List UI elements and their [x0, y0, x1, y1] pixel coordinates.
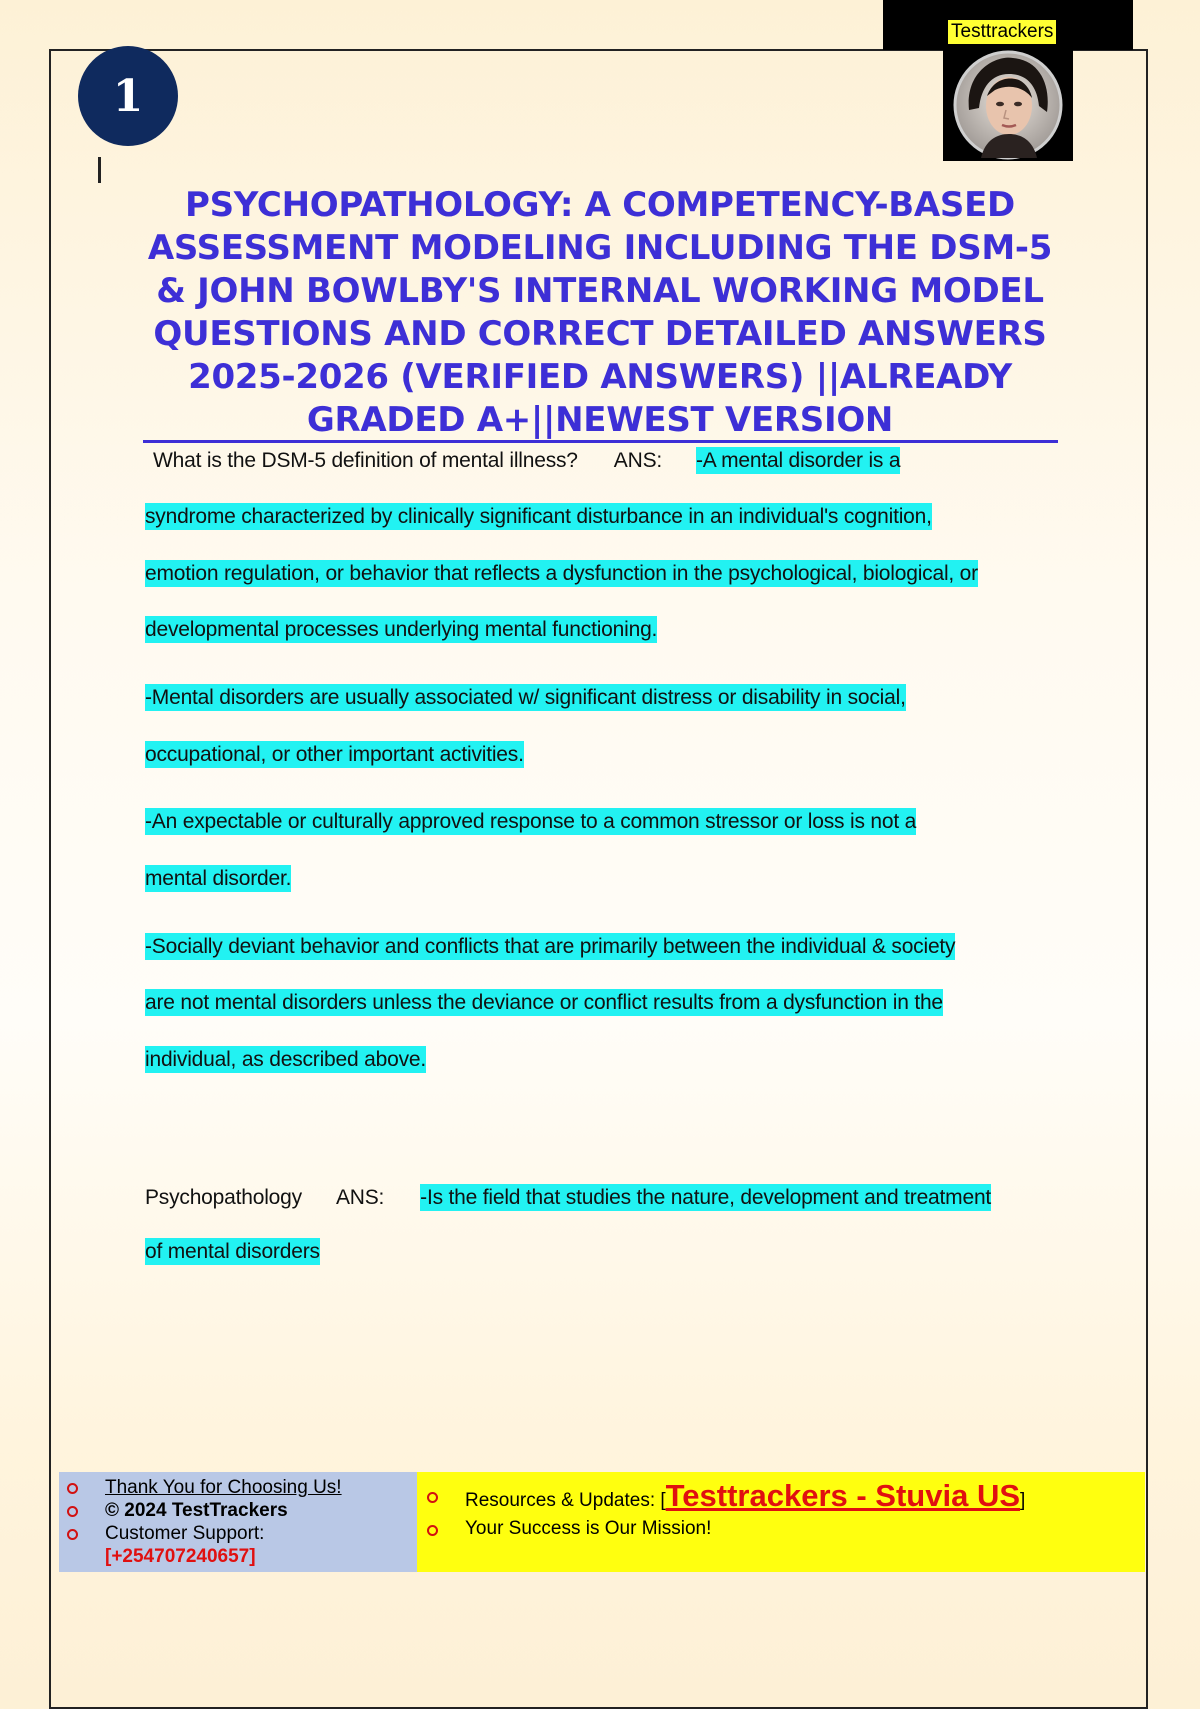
support-label: Customer Support:	[105, 1523, 265, 1544]
footer-left-panel	[59, 1472, 417, 1572]
qa-row-2	[145, 1186, 991, 1210]
answer-line: emotion regulation, or behavior that reflects a dysfunction in the psychological, biological, or	[145, 562, 978, 585]
bullet-icon	[67, 1483, 78, 1494]
bullet-icon	[427, 1492, 438, 1503]
answer-line: -Mental disorders are usually associated w/ significant distress or disability in social,	[145, 686, 906, 709]
bracket-open: [	[660, 1490, 666, 1511]
title-underline	[143, 440, 1058, 443]
support-phone-link[interactable]: [+254707240657]	[105, 1546, 256, 1567]
answer-line: mental disorder.	[145, 867, 292, 890]
footer-right-panel	[417, 1472, 1145, 1572]
portrait-icon	[947, 50, 1069, 160]
page-number-badge: 1	[78, 46, 178, 146]
ans-label: ANS:	[613, 449, 663, 472]
answer-line: individual, as described above.	[145, 1048, 426, 1071]
bracket-close: ]	[1020, 1490, 1026, 1511]
copyright-text: © 2024 TestTrackers	[105, 1500, 288, 1521]
bullet-icon	[427, 1525, 438, 1536]
answer-line: developmental processes underlying mental functioning.	[145, 618, 658, 641]
brand-label: Testtrackers	[948, 20, 1056, 44]
answer-line: -Is the field that studies the nature, development and treatment	[420, 1186, 992, 1209]
qa-row-1	[153, 449, 900, 473]
question-text: Psychopathology	[145, 1186, 302, 1209]
mission-text: Your Success is Our Mission!	[465, 1518, 712, 1539]
text-cursor	[98, 157, 101, 183]
ans-label: ANS:	[335, 1186, 385, 1209]
answer-line: occupational, or other important activities.	[145, 743, 524, 766]
avatar	[943, 48, 1073, 161]
bullet-icon	[67, 1529, 78, 1540]
resources-label: Resources & Updates:	[465, 1490, 656, 1511]
answer-line: syndrome characterized by clinically significant disturbance in an individual's cognition,	[145, 505, 932, 528]
answer-line: -An expectable or culturally approved response to a common stressor or loss is not a	[145, 810, 917, 833]
answer-line: -A mental disorder is a	[696, 449, 901, 472]
answer-line: are not mental disorders unless the deviance or conflict results from a dysfunction in the	[145, 991, 943, 1014]
answer-line: of mental disorders	[145, 1240, 320, 1263]
bullet-icon	[67, 1506, 78, 1517]
answer-line: -Socially deviant behavior and conflicts that are primarily between the individual & society	[145, 935, 956, 958]
question-text: What is the DSM-5 definition of mental illness?	[153, 449, 578, 472]
stuvia-store-link[interactable]: Testtrackers - Stuvia US	[665, 1478, 1021, 1513]
thanks-text: Thank You for Choosing Us!	[105, 1477, 342, 1498]
document-title: PSYCHOPATHOLOGY: A COMPETENCY-BASED ASSESSMENT MODELING INCLUDING THE DSM-5 & JOHN BOWLBY'S INTERNAL WORKING MODEL QUESTIONS AND CORRECT DETAILED ANSWERS 2025-2026 (VERIFIED ANSWERS) ||ALREADY GRADED A+||NEWEST VERSION	[147, 185, 1053, 440]
